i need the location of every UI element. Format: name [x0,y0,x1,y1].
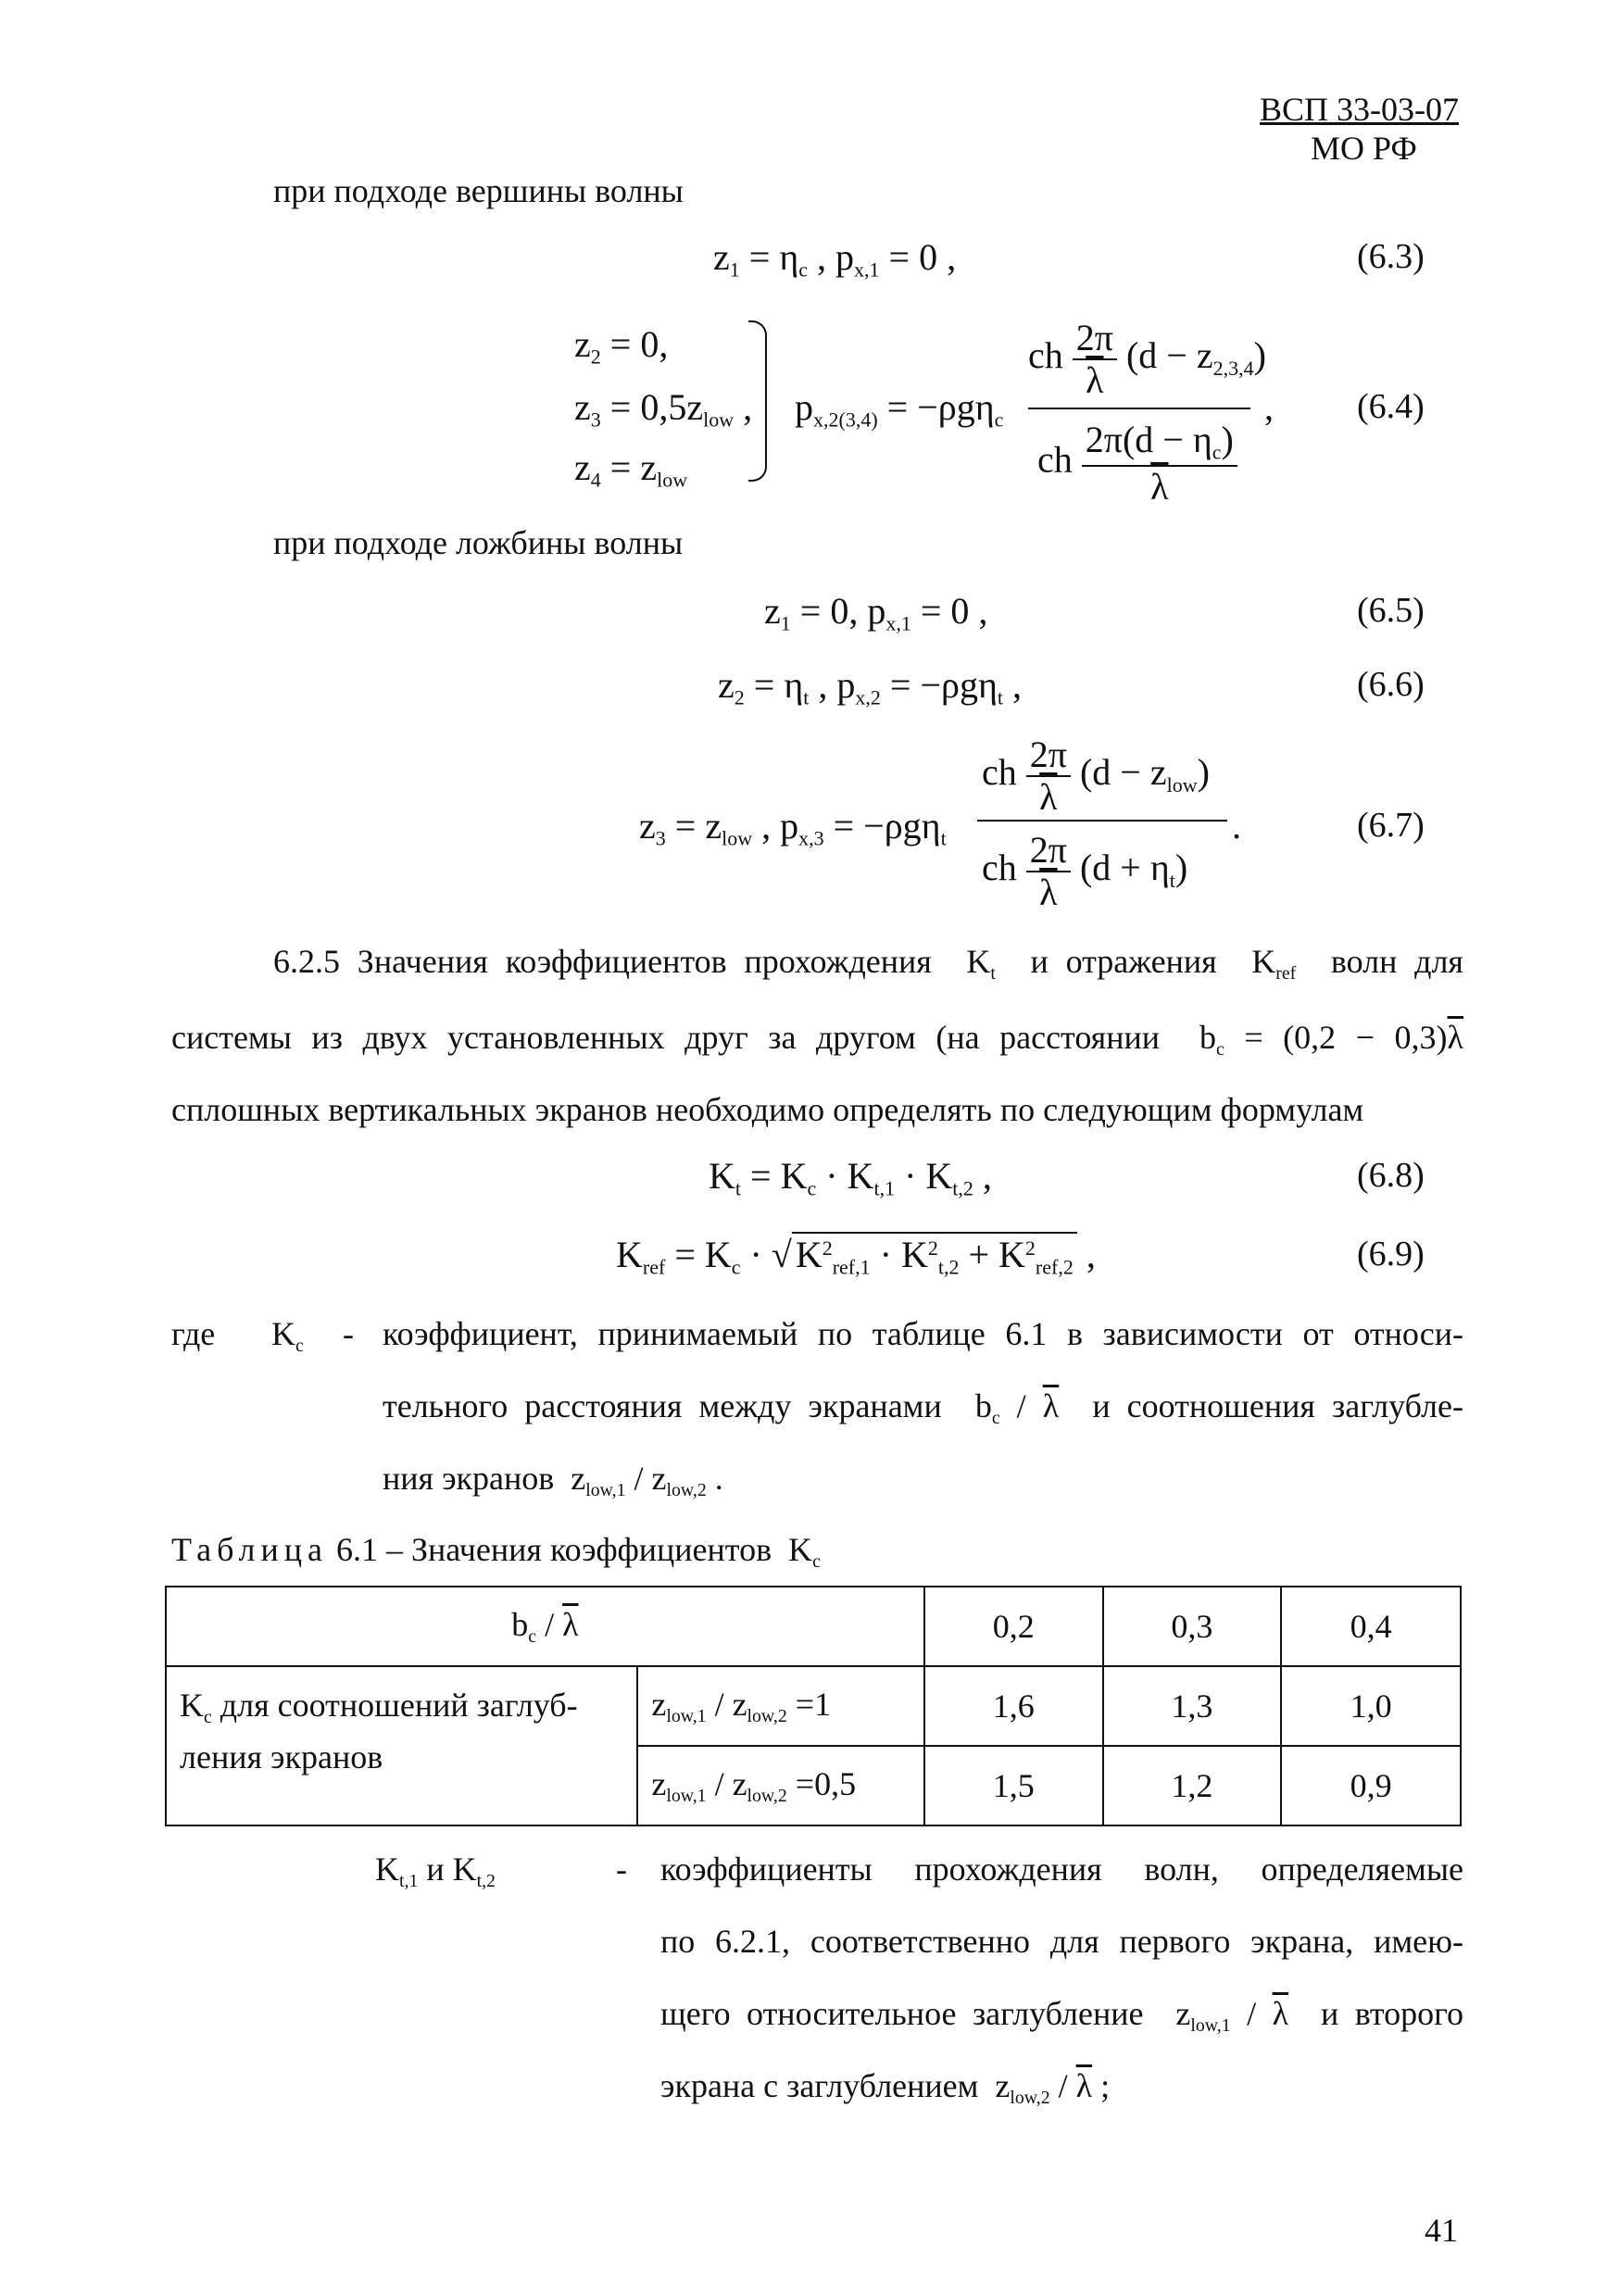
table-row [166,1666,1461,1746]
eq-6-7-lhs: $z_3 = z_{low}$ , $p_{x,3} = -\rho g\eta_t$ [639,805,947,850]
kc-symbol: $K_c$ [271,1315,304,1356]
equation-6-3-number: (6.3) [1357,237,1425,276]
col-header: 0,3 [1103,1587,1282,1666]
equation-6-9-number: (6.9) [1357,1235,1425,1273]
kt-line-3: щего относительное заглубление $z_{low,1} / \overline{\lambda}$ и второго [660,1995,1463,2036]
where-line-2: тельного расстояния между экранами $b_c / \overline{\lambda}$ и соотношения заглубле- [383,1387,1463,1428]
kt-line-4: экрана с заглублением $z_{low,2} / \overline{\lambda}$ ; [660,2067,1111,2108]
doc-code: ВСП 33-03-07 [1260,91,1459,128]
where-line-1: коэффициент, принимаемый по таблице 6.1 в зависимости от относи- [383,1315,1463,1352]
table-caption: Таблица 6.1 – Значения коэффициентов $K_c$ [171,1531,821,1572]
para-6-2-5-line-1: 6.2.5 Значения коэффициентов прохождения $K_t$ и отражения $K_{ref}$ волн для [273,943,1463,984]
table-cell: 1,5 [924,1746,1103,1826]
eq-6-4-comma: , [1264,386,1274,428]
kc-table [165,1586,1462,1826]
where-line-3: ния экранов $z_{low,1} / z_{low,2}$ . [383,1460,723,1500]
eq-6-4-fraction-bar [1028,408,1250,409]
page-number: 41 [1425,2212,1458,2249]
eq-6-7-fraction-bar [977,820,1227,822]
eq-6-4-numerator: ch $\frac{2\pi}{\lambda}$ $(d - z_{2,3,4})$ [1028,317,1266,401]
eq-6-4-line-z3: $z_3 = 0,5z_{low}$ , [574,386,753,432]
kt-line-2: по 6.2.1, соответственно для первого экрана, имею- [660,1923,1463,1960]
eq-6-7-numerator: ch $\frac{2\pi}{\lambda}$ $(d - z_{low})$ [982,734,1210,818]
table-cell: 1,6 [924,1666,1103,1746]
table-cell: 0,9 [1281,1746,1461,1826]
ratio-cell: $z_{low,1} / z_{low,2} =1$ [637,1666,923,1746]
equation-6-6: $z_2 = \eta_t$ , $p_{x,2} = -\rho g\eta_t$ , [718,664,1022,709]
table-header-row [166,1587,1461,1666]
kt-line-1: коэффициенты прохождения волн, определяемые [660,1851,1463,1888]
ratio-cell: $z_{low,1} / z_{low,2} =0,5$ [637,1746,923,1826]
kt-symbols: $K_{t,1}$ и $K_{t,2}$ [375,1851,496,1891]
eq-6-4-denominator: ch $\frac{2\pi(d - \eta_c)}{\lambda}$ [1037,421,1237,506]
eq-6-4-line-z4: $z_4 = z_{low}$ [574,446,688,492]
equation-6-5: $z_1 = 0$, $p_{x,1} = 0$ , [764,590,988,635]
kt-dash: - [616,1851,627,1888]
equation-6-5-number: (6.5) [1357,591,1425,630]
intro-crest: при подходе вершины волны [273,172,684,209]
equation-6-3: $z_1 = \eta_c$ , $p_{x,1} = 0$ , [713,236,957,282]
ministry-label: МО РФ [1311,130,1417,167]
equation-6-4-number: (6.4) [1357,387,1425,426]
where-word: где [171,1315,216,1352]
eq-6-7-denominator: ch $\frac{2\pi}{\lambda}$ $(d + \eta_t)$ [982,829,1188,913]
table-cell: 1,3 [1103,1666,1282,1746]
header-bc-lambda: $b_c / \overline{\lambda}$ [166,1587,924,1666]
intro-trough: при подходе ложбины волны [273,524,684,561]
equation-6-8-number: (6.8) [1357,1156,1425,1195]
equation-6-9: $K_{ref} = K_c$ · √ $K^2_{ref,1} \cdot K^2_{t,2} + K^2_{ref,2}$ , [616,1234,1096,1279]
table-cell: 1,0 [1281,1666,1461,1746]
equation-6-8: $K_t = K_c \cdot K_{t,1} \cdot K_{t,2}$ , [709,1155,992,1200]
equation-6-6-number: (6.6) [1357,665,1425,704]
para-6-2-5-line-2: системы из двух установленных друг за другом (на расстоянии $b_c = (0,2 - 0,3)\overline{\lambda}$ [171,1019,1463,1060]
eq-6-7-period: . [1232,805,1241,847]
eq-6-4-line-z2: $z_2 = 0$, [574,323,669,369]
col-header: 0,4 [1281,1587,1461,1666]
col-header: 0,2 [924,1587,1103,1666]
para-6-2-5-line-3: сплошных вертикальных экранов необходимо определять по следующим формулам [171,1091,1364,1128]
equation-6-7-number: (6.7) [1357,806,1425,845]
eq-6-4-lhs: $p_{x,2(3,4)} = -\rho g\eta_c$ [795,386,1004,432]
right-brace [748,320,767,482]
table-cell: 1,2 [1103,1746,1282,1826]
where-dash: - [343,1315,354,1352]
row-group-label: $K_c$ для соотношений заглубления экранов [166,1666,637,1826]
